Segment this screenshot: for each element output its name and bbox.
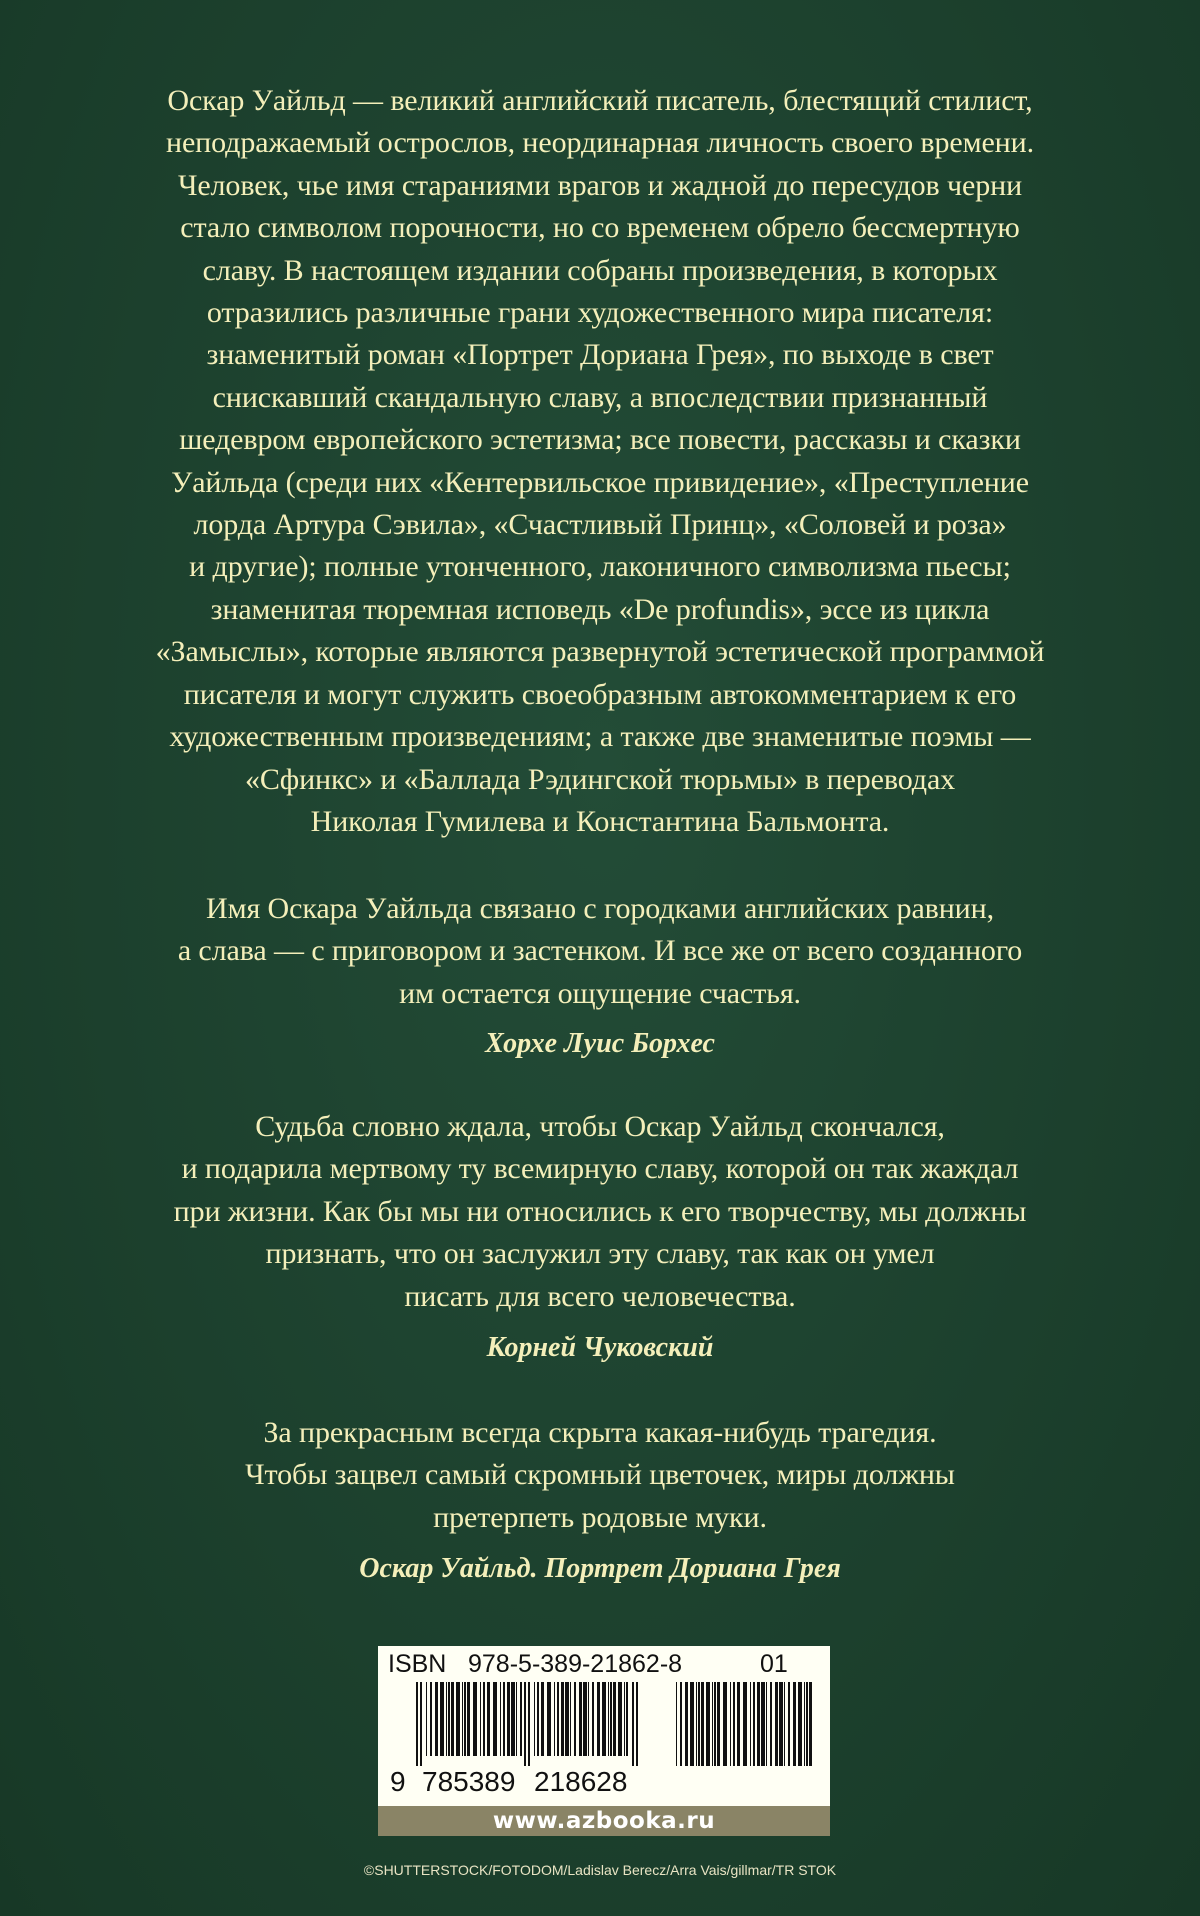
barcode-bar [565,1682,569,1756]
barcode-bar [426,1682,427,1756]
barcode-bar [537,1682,539,1756]
barcode-bar [743,1682,747,1766]
barcode-bar [806,1682,808,1766]
barcode-bar [690,1682,694,1766]
barcode-bar [714,1682,716,1766]
barcode-bar [579,1682,582,1756]
barcode-bar [487,1682,490,1756]
barcode-bar [467,1682,470,1756]
barcode-bar [464,1682,466,1756]
description-line: «Сфинкс» и «Баллада Рэдингской тюрьмы» в переводах [244,762,956,796]
barcode-bar [733,1682,735,1766]
barcode-bar [701,1682,704,1766]
barcode-bar [618,1682,622,1756]
barcode-bar [730,1682,731,1766]
barcode-bar [592,1682,594,1756]
barcode-bar [793,1682,796,1766]
barcode-bar [698,1682,700,1766]
barcode-bar [798,1682,802,1766]
barcode-digits-right: 218628 [534,1766,628,1797]
barcode-bar [624,1682,625,1756]
barcode-bar [547,1682,551,1756]
barcode-guard-bar [416,1682,418,1766]
barcode-bar [610,1682,612,1756]
description-line: знаменитая тюремная исповедь «De profundis», эссе из цикла [210,592,990,626]
description-line: Оскар Уайльд — великий английский писатель, блестящий стилист, [167,84,1033,117]
barcode-bar [583,1682,587,1756]
barcode-bar [788,1682,790,1766]
description-line: «Замыслы», которые являются развернутой эстетической программой [155,635,1045,669]
quote-author-chukovsky: Корней Чуковский [486,1332,714,1363]
quote-line: претерпеть родовые муки. [433,1500,767,1534]
description-line: художественным произведениям; а также две знаменитые поэмы — [169,720,1031,754]
description-line: Человек, чье имя стараниями врагов и жадной до пересудов черни [177,168,1023,202]
barcode-bar [557,1682,559,1756]
isbn-label: ISBN [388,1650,447,1678]
barcode-bar [717,1682,720,1766]
description-line: знаменитый роман «Портрет Дориана Грея», по выходе в свет [206,338,994,372]
description-line: отразились различные грани художественного мира писателя: [206,296,994,330]
barcode-bar [712,1682,713,1766]
barcode-bar [451,1682,454,1756]
barcode-bar [516,1682,517,1756]
isbn-number: 978-5-389-21862-8 [468,1650,683,1678]
barcode-bar [696,1682,697,1766]
barcode-bar [779,1682,783,1766]
barcode-guard-bar [420,1682,422,1766]
barcode-panel [378,1646,830,1806]
barcode-guard-bar [528,1682,530,1766]
description-line: Уайльда (среди них «Кентервильское привидение», «Преступление [171,465,1029,499]
barcode-bar [608,1682,609,1756]
barcode-bar [493,1682,497,1756]
quote-line: им остается ощущение счастья. [399,976,801,1010]
barcode-bar [766,1682,767,1766]
barcode-bar [541,1682,544,1756]
description-line: шедевром европейского эстетизма; все повести, рассказы и сказки [179,423,1021,457]
barcode-bar [435,1682,438,1756]
barcode-bar [804,1682,805,1766]
barcode-bar [809,1682,812,1766]
description-line: неподражаемый острослов, неординарная личность своего времени. [166,126,1034,160]
barcode-bar [753,1682,755,1766]
barcode-guard-bar [524,1682,526,1766]
barcode-bar [534,1682,535,1756]
barcode-bar [440,1682,444,1756]
barcode-bar [500,1682,501,1756]
quote-borges [0,888,1200,1015]
description-line: писателя и могут служить своеобразным автокомментарием к его [183,677,1017,711]
barcode-bar [473,1682,477,1756]
barcode-bar [761,1682,765,1766]
barcode-digits [378,1766,830,1796]
description-line: лорда Артура Сэвила», «Счастливый Принц», «Соловей и роза» [193,508,1007,542]
barcode-digits-left: 785389 [422,1766,516,1797]
barcode-bar [574,1682,576,1756]
isbn-addon: 01 [760,1650,788,1678]
barcode-bar [520,1682,522,1756]
barcode-bar [570,1682,571,1756]
quote-line: Судьба словно ждала, чтобы Оскар Уайльд скончался, [255,1110,945,1143]
barcode-bar [480,1682,481,1756]
barcode-bar [554,1682,555,1756]
barcode-bar [446,1682,447,1756]
barcode-bar [588,1682,589,1756]
barcode-bar [685,1682,688,1766]
quote-line: а слава — с приговором и застенком. И все же от всего созданного [177,934,1023,968]
quote-line: Чтобы зацвел самый скромный цветочек, миры должны [245,1458,955,1492]
barcode-guard-bar [632,1682,634,1766]
barcode-bar [597,1682,600,1756]
barcode-bar [676,1682,677,1766]
description-line: Николая Гумилева и Константина Бальмонта. [310,804,890,838]
quote-line: признать, что он заслужил эту славу, так как он умел [265,1237,935,1271]
barcode-bar [456,1682,460,1756]
barcode-icon [386,1682,822,1766]
barcode-bar [737,1682,740,1766]
barcode-bar [680,1682,682,1766]
quote-author-wilde: Оскар Уайльд. Портрет Дориана Грея [359,1553,841,1584]
description-line: славу. В настоящем издании собраны произведения, в которых [202,253,998,287]
description-line: стало символом порочности, но со временем обрело бессмертную [180,211,1020,245]
barcode-bar [507,1682,510,1756]
barcode-bar [602,1682,606,1756]
publisher-website: www.azbooka.ru [378,1806,830,1836]
barcode-guard-bar [636,1682,638,1766]
description-line: снискавший скандальную славу, а впоследствии признанный [212,380,988,414]
barcode-bar [723,1682,727,1766]
quote-line: при жизни. Как бы мы ни относились к его творчеству, мы должны [173,1194,1027,1228]
barcode-bar [706,1682,710,1766]
barcode-bar [503,1682,505,1756]
barcode-bar [430,1682,432,1756]
barcode-digit-lead: 9 [390,1766,406,1797]
barcode-bar [483,1682,485,1756]
barcode-bar [750,1682,751,1766]
quote-author-borges: Хорхе Луис Борхес [485,1028,715,1059]
barcode-bar [561,1682,564,1756]
barcode-bar [462,1682,463,1756]
barcode-bar [757,1682,760,1766]
description-line: и другие); полные утонченного, лаконичного символизма пьесы; [189,550,1011,584]
barcode-bar [448,1682,450,1756]
quote-wilde [0,1412,1200,1539]
quote-line: За прекрасным всегда скрыта какая-нибудь трагедия. [263,1416,937,1449]
quote-line: писать для всего человечества. [404,1279,796,1313]
barcode-bar [626,1682,628,1756]
barcode-bar [511,1682,515,1756]
barcode-bar [775,1682,778,1766]
quote-line: Имя Оскара Уайльда связано с городками английских равнин, [206,892,994,925]
book-description [0,80,1200,843]
isbn-line [378,1650,830,1680]
barcode-bar [613,1682,616,1756]
barcode-bar [784,1682,785,1766]
quote-line: и подарила мертвому ту всемирную славу, которой он так жаждал [181,1152,1019,1186]
quote-chukovsky [0,1106,1200,1318]
barcode-bar [770,1682,772,1766]
image-credit: ©SHUTTERSTOCK/FOTODOM/Ladislav Berecz/Arra Vais/gillmar/TR STOK [363,1862,837,1878]
